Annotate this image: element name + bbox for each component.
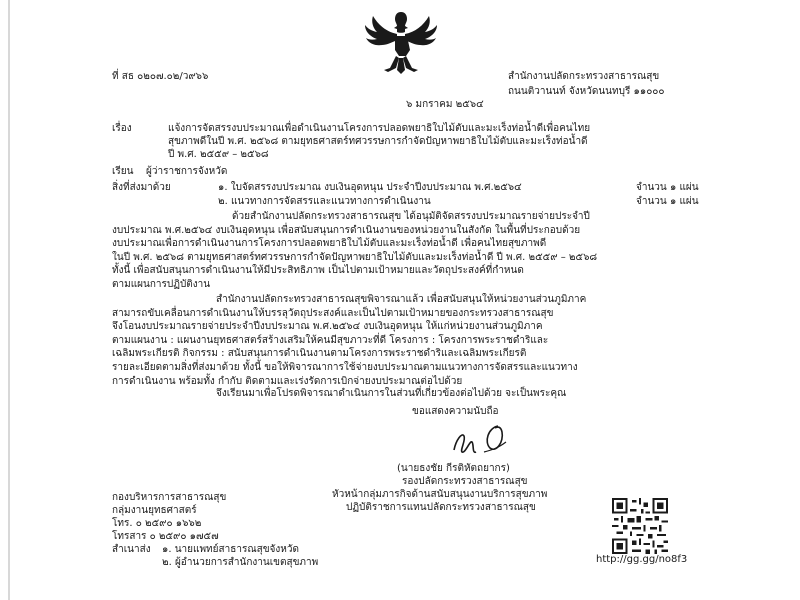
- document-number: ที่ สธ ๐๒๐๗.๐๒/ว๙๖๖: [112, 71, 209, 82]
- signatory-title: หัวหน้ากลุ่มภารกิจด้านสนับสนุนงานบริการสุขภาพ: [332, 489, 548, 500]
- body-paragraph-2: สำนักงานปลัดกระทรวงสาธารณสุขพิจารณาแล้ว เพื่อสนับสนุนให้หน่วยงานส่วนภูมิภาค สามารถขับเคลื่อนการดำเนินงานให้บรรลุวัตถุประสงค์และเป็นไปตามเป้าหมายของกระทรวงสาธารณสุข จึงโอนงบประมาณรายจ่ายประจำปีงบประมาณ พ.ศ.๒๕๖๔ งบเงินอุดหนุน ให้แก่หน่วยงานส่วนภูมิภาค ตามแผนงาน : แผนงานยุทธศาสตร์สร้างเสริมให้คนมีสุขภาวะที่ดี โครงการ : โครงการพระราชดำริและ เฉลิมพระเกียรติ กิจกรรม : สนับสนุนการดำเนินงานตามโครงการพระราชดำริและเฉลิมพระเกียรติ รายละเอียดตามสิ่งที่ส่งมาด้วย ทั้งนี้ ขอให้พิจารณาการใช้จ่ายงบประมาณตามแนวทางการจัดสรรและแนวทาง การดำเนินงาน พร้อมทั้ง กำกับ ติดตามและเร่งรัดการเบิกจ่ายงบประมาณต่อไปด้วย: [112, 294, 587, 387]
- signature-icon: [436, 418, 536, 462]
- subject-line: แจ้งการจัดสรรงบประมาณเพื่อดำเนินงานโครงการปลอดพยาธิใบไม้ตับและมะเร็งท่อน้ำดีเพื่อคนไทย: [168, 123, 591, 134]
- footer-telephone: โทร. ๐ ๒๕๙๐ ๑๖๖๒: [112, 518, 202, 529]
- recipient-label: เรียน: [112, 166, 134, 177]
- closing-salutation: ขอแสดงความนับถือ: [412, 406, 499, 417]
- document-date: ๖ มกราคม ๒๕๖๔: [406, 99, 484, 110]
- signatory-title: รองปลัดกระทรวงสาธารณสุข: [402, 476, 528, 487]
- copy-to-label: สำเนาส่ง: [112, 544, 151, 555]
- qr-code-icon: [612, 498, 668, 554]
- copy-to-item: ๑. นายแพทย์สาธารณสุขจังหวัด: [162, 544, 299, 555]
- attachment-quantity: จำนวน ๑ แผ่น: [636, 196, 699, 207]
- copy-to-item: ๒. ผู้อำนวยการสำนักงานเขตสุขภาพ: [162, 557, 319, 568]
- subject-line: ปี พ.ศ. ๒๕๕๙ – ๒๕๖๘: [168, 149, 269, 160]
- signatory-name: (นายธงชัย กีรติหัตถยากร): [397, 463, 510, 474]
- attachment-item: ๑. ใบจัดสรรงบประมาณ งบเงินอุดหนุน ประจำปีงบประมาณ พ.ศ.๒๕๖๔: [218, 182, 522, 193]
- recipient-value: ผู้ว่าราชการจังหวัด: [146, 166, 228, 177]
- footer-group: กลุ่มงานยุทธศาสตร์: [112, 505, 197, 516]
- body-paragraph-1: ด้วยสำนักงานปลัดกระทรวงสาธารณสุข ได้อนุมัติจัดสรรงบประมาณรายจ่ายประจำปี งบประมาณ พ.ศ.๒๕๖๔ งบเงินอุดหนุน เพื่อสนับสนุนการดำเนินงานของหน่วยงานในสังกัด ในพื้นที่ประกอบด้วย งบประมาณเพื่อการดำเนินงานการโครงการปลอดพยาธิใบไม้ตับและมะเร็งท่อน้ำดี เพื่อคนไทยสุขภาพดี ในปี พ.ศ. ๒๕๖๘ ตามยุทธศาสตร์ทศวรรษการกำจัดปัญหาพยาธิใบไม้ตับและมะเร็งท่อน้ำดี ปี พ.ศ. ๒๕๕๙ – ๒๕๖๘ ทั้งนี้ เพื่อสนับสนุนการดำเนินงานให้มีประสิทธิภาพ เป็นไปตามเป้าหมายและวัตถุประสงค์ที่กำหนด ตามแผนการปฏิบัติงาน: [112, 211, 598, 290]
- signatory-title: ปฏิบัติราชการแทนปลัดกระทรวงสาธารณสุข: [346, 502, 536, 513]
- footer-division: กองบริหารการสาธารณสุข: [112, 492, 227, 503]
- agency-address: ถนนติวานนท์ จังหวัดนนทบุรี ๑๑๐๐๐: [508, 86, 665, 97]
- footer-url[interactable]: http://gg.gg/no8f3: [596, 554, 688, 565]
- body-paragraph-3: จึงเรียนมาเพื่อโปรดพิจารณาดำเนินการในส่วนที่เกี่ยวข้องต่อไปด้วย จะเป็นพระคุณ: [216, 388, 567, 399]
- scan-edge: [8, 0, 10, 600]
- attachment-quantity: จำนวน ๑ แผ่น: [636, 182, 699, 193]
- footer-fax: โทรสาร ๐ ๒๕๙๐ ๑๗๕๗: [112, 531, 219, 542]
- attachments-label: สิ่งที่ส่งมาด้วย: [112, 182, 171, 193]
- subject-label: เรื่อง: [112, 123, 132, 134]
- subject-line: สุขภาพดีในปี พ.ศ. ๒๕๖๘ ตามยุทธศาสตร์ทศวรรษการกำจัดปัญหาพยาธิใบไม้ตับและมะเร็งท่อน้ำดี: [168, 136, 588, 147]
- garuda-emblem-icon: [363, 8, 439, 76]
- attachment-item: ๒. แนวทางการจัดสรรและแนวทางการดำเนินงาน: [218, 196, 431, 207]
- agency-name: สำนักงานปลัดกระทรวงสาธารณสุข: [508, 71, 660, 82]
